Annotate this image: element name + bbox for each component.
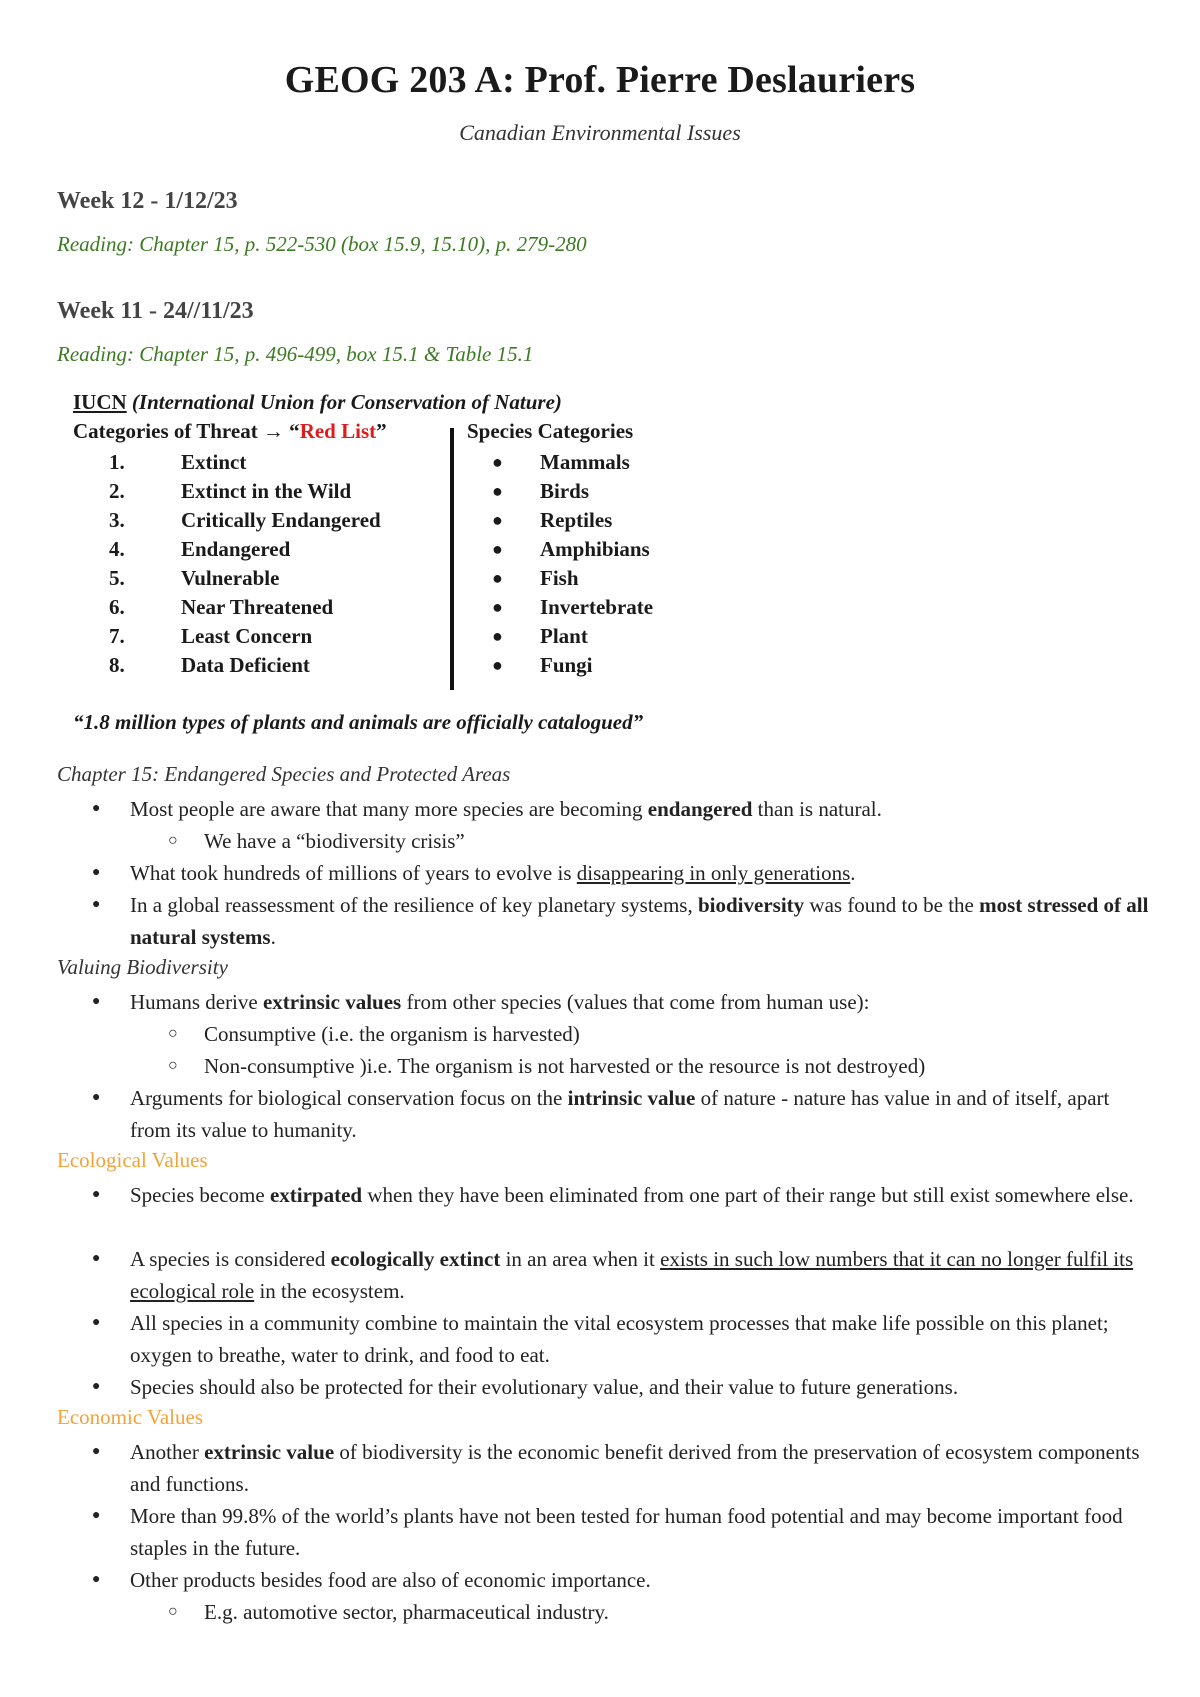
- list-item: ○ Consumptive (i.e. the organism is harvested): [168, 1022, 580, 1046]
- list-item: ● In a global reassessment of the resilience of key planetary systems, biodiversity was found to be the most stressed of all natural systems.: [92, 893, 1149, 949]
- list-item: ○ E.g. automotive sector, pharmaceutical industry.: [168, 1600, 609, 1624]
- list-item: ● Most people are aware that many more species are becoming endangered than is natural.: [92, 797, 882, 821]
- page-subtitle: Canadian Environmental Issues: [459, 120, 741, 145]
- economic-values-heading: Economic Values: [57, 1405, 203, 1429]
- list-item: ● Humans derive extrinsic values from other species (values that come from human use):: [92, 990, 870, 1014]
- red-list-label: Red List: [299, 419, 377, 443]
- iucn-heading: [73, 390, 562, 415]
- catalogue-quote: “1.8 million types of plants and animals are officially catalogued”: [73, 710, 644, 734]
- list-item: 2. Extinct in the Wild: [109, 479, 352, 503]
- iucn-full-name: (International Union for Conservation of Nature): [131, 390, 562, 414]
- week-12-reading: Reading: Chapter 15, p. 522-530 (box 15.9, 15.10), p. 279-280: [57, 232, 587, 256]
- list-item: ● What took hundreds of millions of years to evolve is disappearing in only generations.: [92, 861, 856, 885]
- list-item: ● Birds: [492, 479, 590, 503]
- ecological-values-heading: Ecological Values: [57, 1148, 208, 1172]
- list-item: ● All species in a community combine to maintain the vital ecosystem processes that make life possible on this planet; oxygen to breathe, water to drink, and food to eat.: [92, 1311, 1109, 1367]
- list-item: ● Amphibians: [492, 537, 650, 561]
- week-11-reading: Reading: Chapter 15, p. 496-499, box 15.1 & Table 15.1: [57, 342, 534, 366]
- list-item: ○ Non-consumptive )i.e. The organism is not harvested or the resource is not destroyed): [168, 1054, 926, 1078]
- threat-heading-close-quote: ”: [376, 419, 387, 443]
- list-item: ● Invertebrate: [492, 595, 654, 619]
- week-11-heading: Week 11 - 24//11/23: [57, 298, 254, 324]
- list-item: ● A species is considered ecologically extinct in an area when it exists in such low numbers that it can no longer fulfil its ecological role in the ecosystem.: [92, 1247, 1134, 1303]
- list-item: ● Another extrinsic value of biodiversity is the economic benefit derived from the preservation of ecosystem components and functions.: [92, 1440, 1140, 1496]
- list-item: 5. Vulnerable: [109, 566, 280, 590]
- iucn-abbr: IUCN: [73, 390, 127, 414]
- list-item: ● Reptiles: [492, 508, 613, 532]
- list-item: ○ We have a “biodiversity crisis”: [168, 829, 465, 853]
- threat-categories-heading: [73, 419, 387, 444]
- list-item: 6. Near Threatened: [109, 595, 334, 619]
- column-divider: [450, 428, 454, 690]
- list-item: ● Species become extirpated when they have been eliminated from one part of their range but still exist somewhere else.: [92, 1183, 1134, 1207]
- list-item: ● Fungi: [492, 653, 593, 677]
- list-item: 7. Least Concern: [109, 624, 313, 648]
- threat-heading-text: Categories of Threat → “: [73, 419, 300, 443]
- species-categories-list: [480, 448, 653, 680]
- threat-categories-list: [73, 448, 381, 680]
- week-12-heading: Week 12 - 1/12/23: [57, 188, 238, 214]
- list-item: ● Plant: [492, 624, 588, 648]
- list-item: 3. Critically Endangered: [109, 508, 381, 532]
- list-item: ● Fish: [492, 566, 579, 590]
- list-item: ● Other products besides food are also of economic importance.: [92, 1568, 651, 1592]
- list-item: ● Mammals: [492, 450, 630, 474]
- page-title: GEOG 203 A: Prof. Pierre Deslauriers: [284, 59, 916, 101]
- list-item: ● More than 99.8% of the world’s plants have not been tested for human food potential and may become important food staples in the future.: [92, 1504, 1123, 1560]
- list-item: ● Arguments for biological conservation focus on the intrinsic value of nature - nature has value in and of itself, apart from its value to humanity.: [92, 1086, 1110, 1142]
- list-item: 4. Endangered: [109, 537, 291, 561]
- species-categories-heading: Species Categories: [467, 419, 634, 443]
- valuing-biodiversity-heading: Valuing Biodiversity: [57, 955, 228, 979]
- list-item: ● Species should also be protected for their evolutionary value, and their value to future generations.: [92, 1375, 959, 1399]
- list-item: 8. Data Deficient: [109, 653, 310, 677]
- list-item: 1. Extinct: [109, 450, 247, 474]
- chapter-heading: Chapter 15: Endangered Species and Protected Areas: [57, 762, 511, 786]
